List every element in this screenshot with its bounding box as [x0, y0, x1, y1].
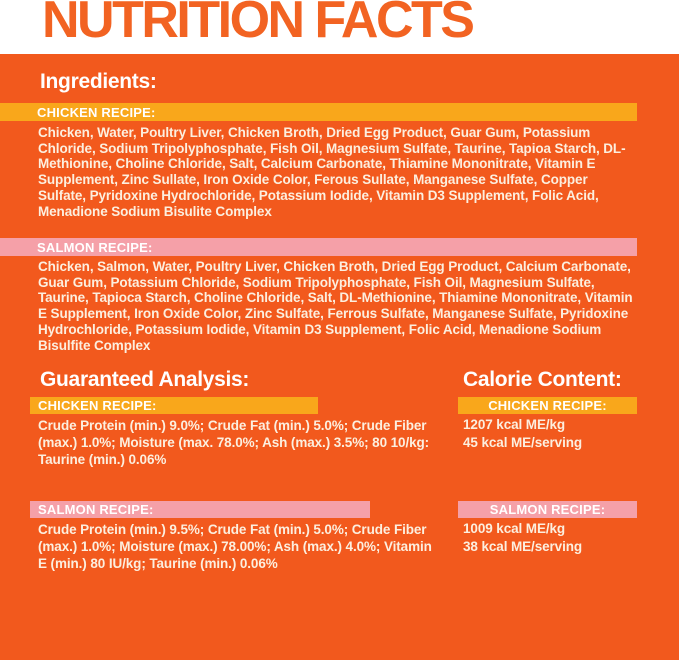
salmon-analysis-bar — [30, 501, 370, 518]
chicken-calorie-text — [463, 416, 582, 451]
chicken-kcal-per-serving: 45 kcal ME/serving — [463, 434, 583, 450]
chicken-analysis-text: Crude Protein (min.) 9.0%; Crude Fat (min.) 5.0%; Crude Fiber (max.) 1.0%; Moisture (max. 78.0%; Ash (max.) 3.5%; 80 10/kg: Taurine (min.) 0.06% — [38, 418, 430, 467]
guaranteed-analysis-heading: Guaranteed Analysis: — [40, 368, 250, 391]
salmon-ingredients-bar — [0, 238, 637, 256]
chicken-calorie-bar — [458, 397, 637, 414]
masthead — [0, 0, 679, 54]
chicken-ingredients-bar-label: CHICKEN RECIPE: — [37, 104, 156, 120]
salmon-analysis-text: Crude Protein (min.) 9.5%; Crude Fat (min.) 5.0%; Crude Fiber (max.) 1.0%; Moisture (max.) 78.00%; Ash (max.) 4.0%; Vitamin E (min.) 80 IU/kg; Taurine (min.) 0.06% — [38, 522, 432, 571]
chicken-kcal-per-kg: 1207 kcal ME/kg — [463, 417, 566, 432]
salmon-kcal-per-serving: 38 kcal ME/serving — [463, 538, 583, 554]
salmon-calorie-text — [463, 520, 582, 555]
salmon-ingredients-text: Chicken, Salmon, Water, Poultry Liver, Chicken Broth, Dried Egg Product, Calcium Carbonate, Guar Gum, Potassium Chloride, Sodium Tripolyphosphate, Fish Oil, Magnesium Sulfate, Taurine, Tapioca Starch, Choline Chloride, Salt, DL-Methionine, Thiamine Mononitrate, Vitamin E Supplement, Iron Oxide Color, Zinc Sulfate, Ferrous Sulfate, Manganese Sulfate, Pyridoxine Hydrochloride, Potassium Iodide, Vitamin D3 Supplement, Folic Acid, Menadione Sodium Bisulfite Complex — [38, 259, 633, 353]
page-title: NUTRITION FACTS — [42, 0, 473, 49]
salmon-kcal-per-kg: 1009 kcal ME/kg — [463, 521, 566, 536]
chicken-ingredients-bar — [0, 103, 637, 121]
salmon-calorie-bar-label: SALMON RECIPE: — [489, 502, 606, 517]
salmon-calorie-bar — [458, 501, 637, 518]
salmon-ingredients-bar-label: SALMON RECIPE: — [37, 239, 153, 255]
chicken-analysis-bar — [30, 397, 318, 414]
ingredients-heading: Ingredients: — [40, 70, 157, 93]
chicken-ingredients-text: Chicken, Water, Poultry Liver, Chicken Broth, Dried Egg Product, Guar Gum, Potassium Chloride, Sodium Tripolyphosphate, Fish Oil, Magnesium Sulfate, Taurine, Tapioa Starch, DL-Methionine, Choline Chloride, Salt, Calcium Carbonate, Thiamine Mononitrate, Vitamin E Supplement, Zinc Sullate, Iron Oxide Color, Ferous Sullate, Manganese Sulfate, Copper Sulfate, Pyridoxine Hydrochloride, Potassium Iodide, Vitamin D3 Supplement, Folic Acid, Menadione Sodium Bisulite Complex — [38, 125, 626, 219]
salmon-analysis-bar-label: SALMON RECIPE: — [38, 502, 154, 517]
chicken-calorie-bar-label: CHICKEN RECIPE: — [488, 398, 607, 413]
chicken-analysis-bar-label: CHICKEN RECIPE: — [38, 398, 157, 413]
analysis-and-calories-section — [0, 368, 679, 660]
calorie-content-heading: Calorie Content: — [463, 368, 622, 391]
